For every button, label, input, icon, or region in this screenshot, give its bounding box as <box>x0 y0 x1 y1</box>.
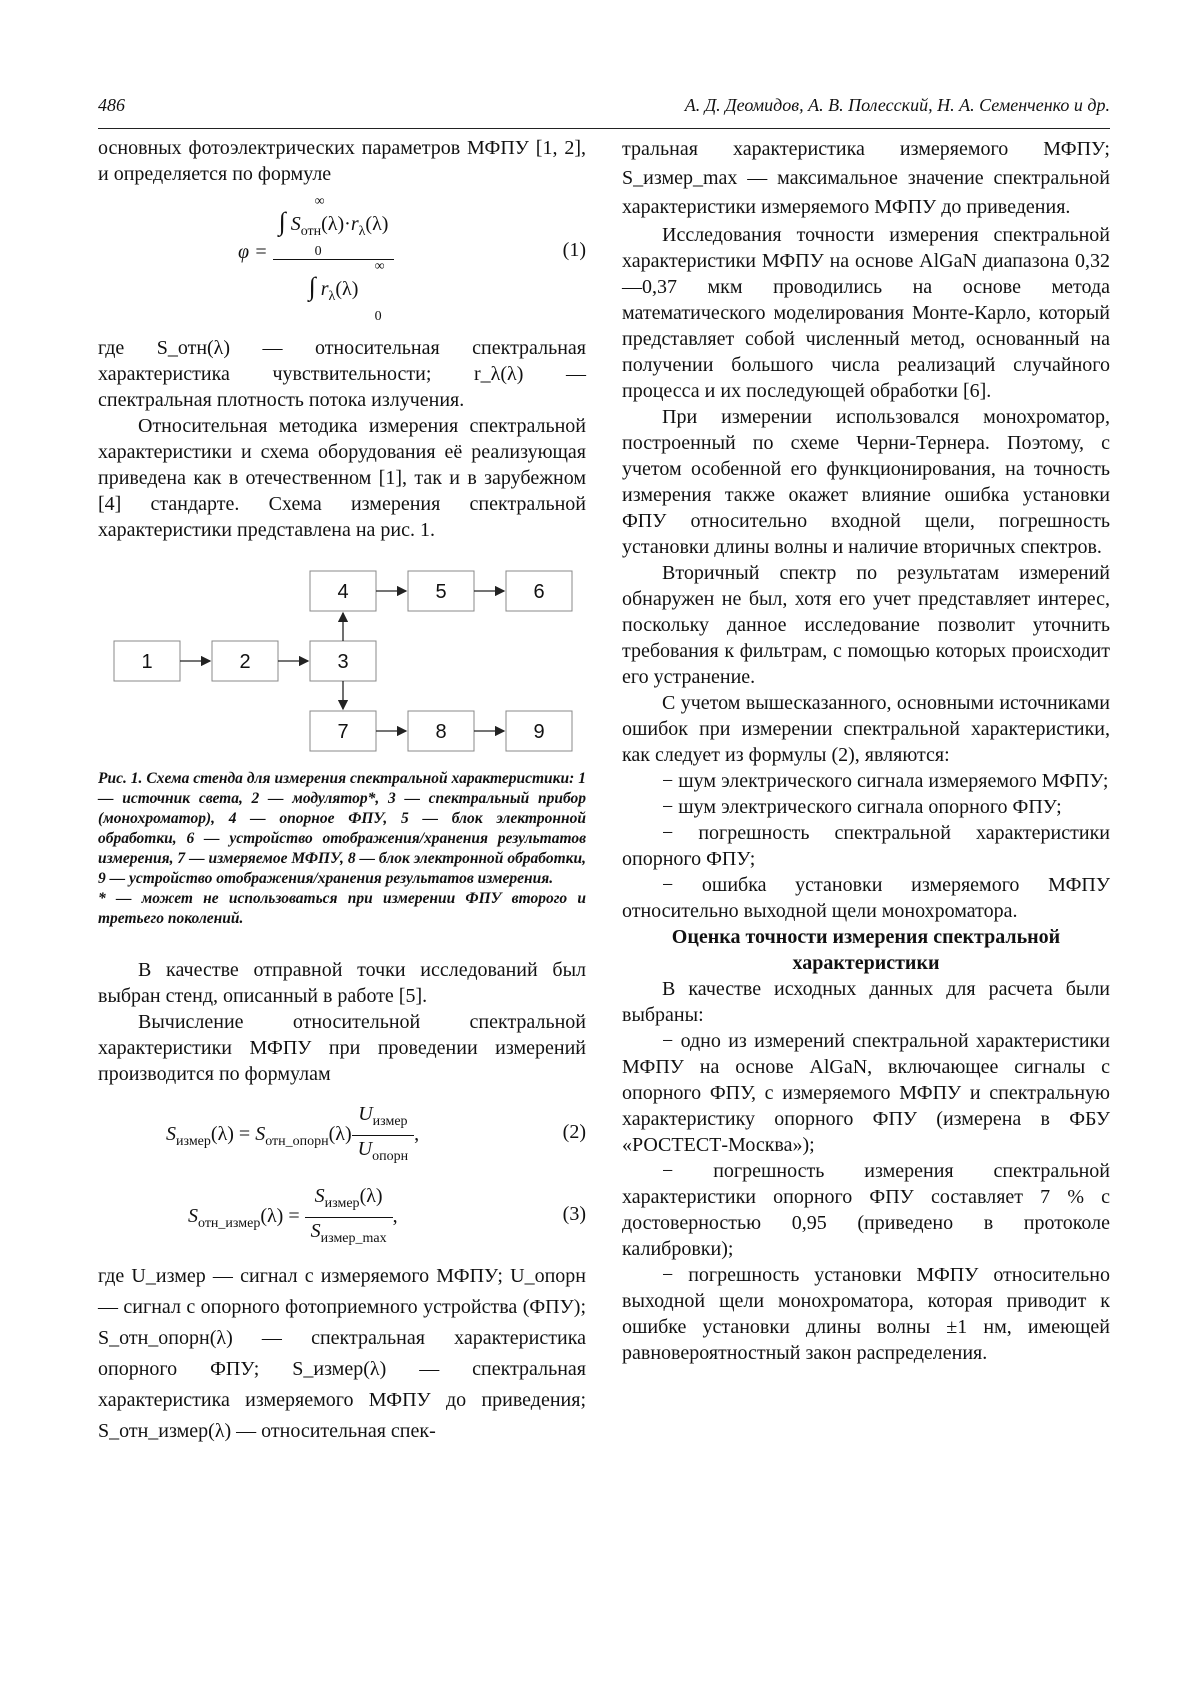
list-item: − погрешность установки МФПУ относительно выходной щели монохроматора, которая приводит к ошибке установки длины волны ±1 нм, имеющей равновероятностный закон распределения. <box>622 1264 1110 1364</box>
svg-text:4: 4 <box>337 581 349 603</box>
svg-text:7: 7 <box>337 721 349 743</box>
equation-1 <box>98 187 586 335</box>
list-item: − ошибка установки измеряемого МФПУ относительно выходной щели монохроматора. <box>622 874 1110 922</box>
left-column <box>98 135 586 1447</box>
running-header <box>98 90 1110 129</box>
svg-text:1: 1 <box>141 651 153 673</box>
equation-number: (3) <box>562 1203 586 1225</box>
header-authors: А. Д. Деомидов, А. В. Полесский, Н. А. Семенченко и др. <box>684 95 1110 115</box>
block-7 <box>310 711 376 751</box>
figure-1-diagram <box>98 557 586 769</box>
block-4 <box>310 571 376 611</box>
figure-caption: Рис. 1. Схема стенда для измерения спектральной характеристики: 1 — источник света, 2 — модулятор*, 3 — спектральный прибор (монохроматор), 4 — опорное ФПУ, 5 — блок электронной обработки, 6 — устройство отображения/хранения результатов измерения, 7 — измеряемое МФПУ, 8 — блок электронной обработки, 9 — устройство отображения/хранения результатов измерения. <box>98 770 586 887</box>
block-6 <box>506 571 572 611</box>
equation-3-body: $S_{отн\_измер}(\lambda)$ = $\frac{S_{измер}(\lambda)}{S_{измер\_max}}$ , <box>188 1185 398 1246</box>
paragraph: тральная характеристика измеряемого МФПУ; S_измер_max — максимальное значение спектральной характеристики измеряемого МФПУ до приведения. <box>622 138 1110 218</box>
svg-text:9: 9 <box>533 721 545 743</box>
svg-text:5: 5 <box>435 581 447 603</box>
block-8 <box>408 711 474 751</box>
paragraph: В качестве исходных данных для расчета были выбраны: <box>622 978 1110 1026</box>
paragraph: Относительная методика измерения спектральной характеристики и схема оборудования её реализующая приведена как в отечественном [1], так и в зарубежном [4] стандарте. Схема измерения спектральной характеристики представлена на рис. 1. <box>98 415 586 541</box>
equation-number: (1) <box>562 239 586 261</box>
list-item: − шум электрического сигнала измеряемого МФПУ; <box>662 770 1109 792</box>
right-column <box>622 135 1110 1366</box>
paragraph: где U_измер — сигнал с измеряемого МФПУ; U_опорн — сигнал с опорного фотоприемного устройства (ФПУ); S_отн_опорн(λ) — спектральная характеристика опорного ФПУ; S_измер(λ) — спектральная характеристика измеряемого МФПУ до приведения; S_отн_измер(λ) — относительная спек- <box>98 1265 586 1442</box>
paragraph: С учетом вышесказанного, основными источниками ошибок при измерении спектральной характеристики, как следует из формулы (2), являются: <box>622 692 1110 766</box>
svg-text:8: 8 <box>435 721 447 743</box>
svg-text:6: 6 <box>533 581 545 603</box>
svg-text:3: 3 <box>337 651 349 673</box>
block-5 <box>408 571 474 611</box>
block-diagram <box>98 557 586 769</box>
equation-number: (2) <box>562 1121 586 1143</box>
equation-2-body: $S_{измер}(\lambda) = S_{отн\_опорн}(\lambda)$ $\frac{U_{измер}}{U_{опорн}}$ , <box>166 1103 420 1164</box>
paragraph: Исследования точности измерения спектральной характеристики МФПУ на основе AlGaN диапазона 0,32—0,37 мкм проводились на основе метода математического моделирования Монте-Карло, который представляет собой численный метод, основанный на получении большого числа реализаций случайного процесса и их последующей обработки [6]. <box>622 224 1110 402</box>
paragraph: основных фотоэлектрических параметров МФПУ [1, 2], и определяется по формуле <box>98 137 586 185</box>
list-item: − погрешность спектральной характеристики опорного ФПУ; <box>622 822 1110 870</box>
paragraph: где S_отн(λ) — относительная спектральная характеристика чувствительности; r_λ(λ) — спектральная плотность потока излучения. <box>98 337 586 411</box>
page-number: 486 <box>98 95 125 115</box>
paragraph: Вторичный спектр по результатам измерений обнаружен не был, хотя его учет представляет интерес, поскольку данное исследование позволит уточнить требования к фильтрам, с помощью которых происходит его устранение. <box>622 562 1110 688</box>
equation-1-body: φ = ∞ ∫ $S_{отн}(\lambda)\cdot r_\lambda(\lambda)$ 0 ∞ ∫ $r_\lambda(\lambda)$ 0 <box>238 195 394 324</box>
list-item: − шум электрического сигнала опорного ФПУ; <box>662 796 1062 818</box>
paragraph: В качестве отправной точки исследований был выбран стенд, описанный в работе [5]. <box>98 959 586 1007</box>
list-item: − одно из измерений спектральной характеристики МФПУ на основе AlGaN, включающее сигналы с опорного ФПУ, с измеряемого МФПУ и спектральную характеристику опорного ФПУ (измерена в ФБУ «РОСТЕСТ-Москва»); <box>622 1030 1110 1156</box>
block-3 <box>310 641 376 681</box>
equation-2 <box>98 1095 586 1175</box>
svg-text:2: 2 <box>239 651 251 673</box>
paragraph: Вычисление относительной спектральной характеристики МФПУ при проведении измерений производится по формулам <box>98 1011 586 1085</box>
equation-3 <box>98 1175 586 1261</box>
list-item: − погрешность измерения спектральной характеристики опорного ФПУ составляет 7 % с достоверностью 0,95 (приведено в протоколе калибровки); <box>622 1160 1110 1260</box>
block-1 <box>114 641 180 681</box>
block-9 <box>506 711 572 751</box>
section-title: Оценка точности измерения спектральной характеристики <box>671 926 1061 974</box>
paragraph: При измерении использовался монохроматор, построенный по схеме Черни-Тернера. Поэтому, с учетом особенной его функционирования, на точность измерения также окажет влияние ошибка установки ФПУ относительно входной щели, погрешность установки длины волны и наличие вторичных спектров. <box>622 406 1110 558</box>
figure-footnote: * — может не использоваться при измерении ФПУ второго и третьего поколений. <box>98 890 586 927</box>
block-2 <box>212 641 278 681</box>
